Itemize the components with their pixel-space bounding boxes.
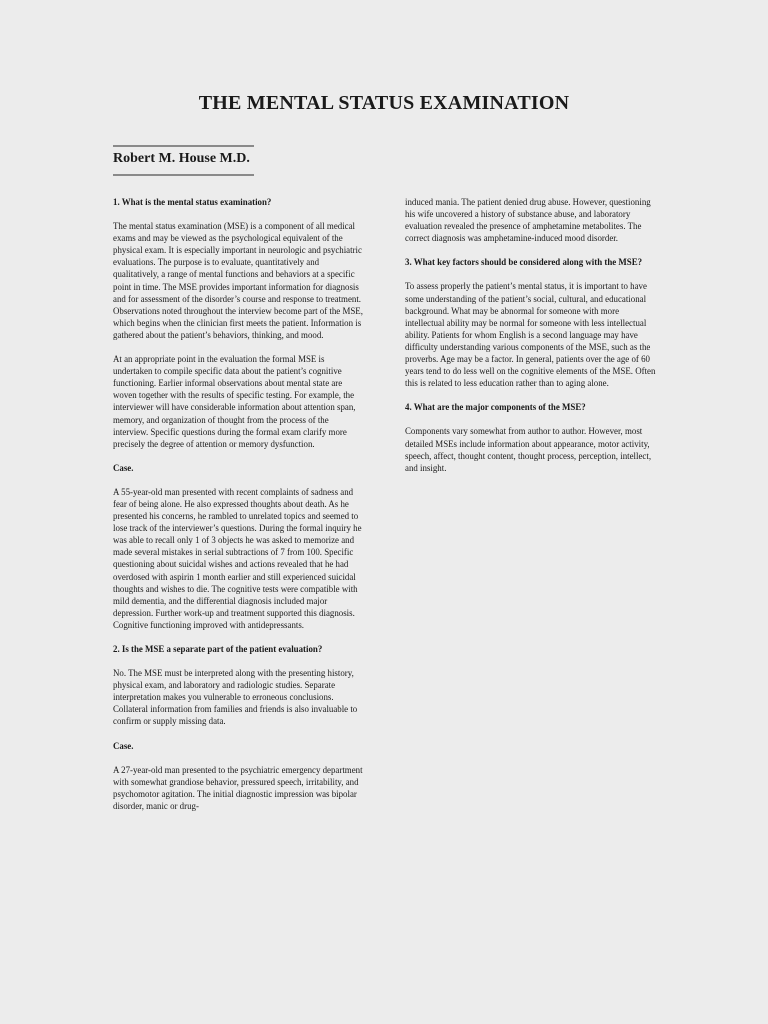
question-4: 4. What are the major components of the MSE? (405, 402, 586, 413)
paragraph-components: Components vary somewhat from author to author. However, most detailed MSEs include information about appearance, motor activity, speech, affect, thought content, thought process, perception, intellect, and insight. (405, 426, 652, 473)
question-3: 3. What key factors should be considered along with the MSE? (405, 257, 643, 268)
case-1-text: A 55-year-old man presented with recent complaints of sadness and fear of being alone. He also expressed thoughts about death. As he presented his concerns, he rambled to unrelated topics and seemed to lose track of the interviewer’s questions. During the formal inquiry he was able to recall only 1 of 3 objects he was asked to memorize and made several mistakes in serial subtractions of 7 from 100. Specific questioning about suicidal wishes and actions revealed that he had overdosed with aspirin 1 month earlier and still experienced suicidal thoughts and wishes to die. The cognitive tests were compatible with mild dementia, and the differential diagnosis included major depression. Further work-up and treatment supported this diagnosis. Cognitive functioning improved with antidepressants. (113, 486, 362, 630)
author-bottom-rule (113, 174, 254, 176)
paragraph-key-factors: To assess properly the patient’s mental status, it is important to have some understanding of the patient’s social, cultural, and educational background. What may be abnormal for someone with more intellectual ability may be normal for someone with less intellectual ability. Patients for whom English is a second language may have difficulty understanding various components of the MSE, such as the proverbs. Age may be a factor. In general, patients over the age of 60 years tend to do less well on the cognitive elements of the MSE. Often this is related to less education rather than to aging alone. (405, 281, 656, 389)
case-2-continuation: induced mania. The patient denied drug abuse. However, questioning his wife uncovered a history of substance abuse, and laboratory evaluation revealed the presence of amphetamine metabolites. The correct diagnosis was amphetamine-induced mood disorder. (405, 197, 651, 244)
author-top-rule (113, 145, 254, 147)
question-2: 2. Is the MSE a separate part of the patient evaluation? (113, 644, 323, 654)
paragraph-interpretation: No. The MSE must be interpreted along with the presenting history, physical exam, and laboratory and radiologic studies. Separate interpretation makes you vulnerable to erroneous conclusions. Collateral information from families and friends is also invaluable to confirm or supply missing data. (113, 668, 358, 727)
left-column (113, 196, 364, 824)
author-name: Robert M. House M.D. (113, 151, 250, 166)
document-title: THE MENTAL STATUS EXAMINATION (198, 92, 570, 114)
paragraph-mse-definition: The mental status examination (MSE) is a component of all medical exams and may be viewed as the psychological equivalent of the physical exam. It is especially important in neurologic and psychiatric evaluations. The purpose is to evaluate, quantitatively and qualitatively, a range of mental functions and behaviors at a specific point in time. The MSE provides important information for diagnosis and for assessment of the disorder’s course and response to treatment. Observations noted throughout the interview become part of the MSE, which begins when the clinician first meets the patient. Information is gathered about the patient’s behaviors, thinking, and mood. (113, 221, 363, 340)
case-2-label: Case. (113, 740, 134, 751)
question-1: 1. What is the mental status examination? (113, 197, 272, 207)
paragraph-formal-mse: At an appropriate point in the evaluation the formal MSE is undertaken to compile specific data about the patient’s cognitive functioning. Earlier informal observations about mental state are woven together with the results of specific testing. For example, the interviewer will have considerable information about attention span, memory, and organization of thought from the process of the interview. Specific questions during the formal exam clarify more precisely the degree of attention or memory dysfunction. (113, 354, 356, 449)
right-column (405, 196, 657, 486)
case-1-label: Case. (113, 462, 134, 473)
case-2-text: A 27-year-old man presented to the psychiatric emergency department with somewhat grandiose behavior, pressured speech, irritability, and psychomotor agitation. The initial diagnostic impression was bipolar disorder, manic or drug- (113, 764, 363, 811)
